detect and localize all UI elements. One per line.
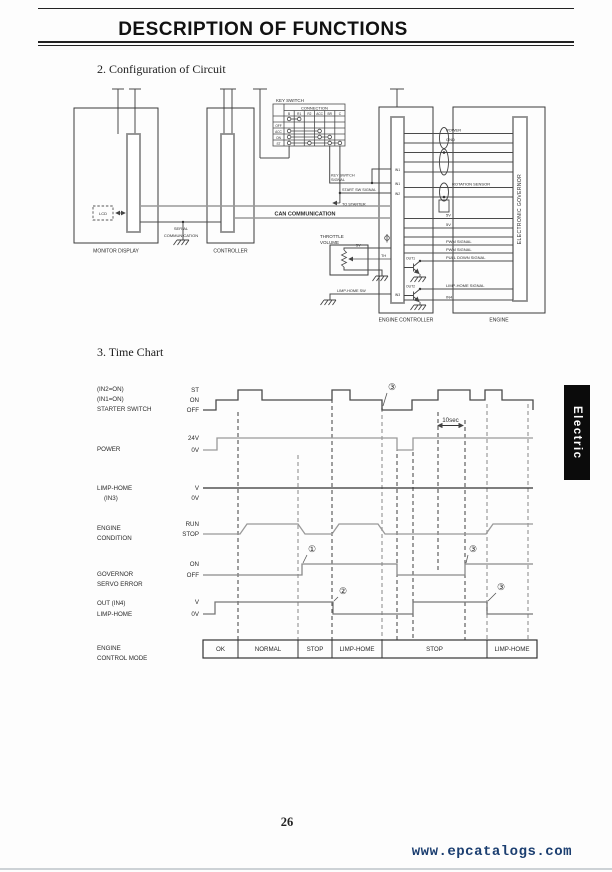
controller-supply-lines <box>220 89 236 134</box>
level-label-power: 24V <box>187 435 199 442</box>
row-label-out-in4-limp-home: LIMP-HOME <box>97 611 133 618</box>
key-switch-signal-label-1: KEY SWITCH <box>331 173 355 178</box>
waveform-governor-servo-error <box>203 564 533 575</box>
level-label-power: 0V <box>191 447 199 454</box>
monitor-supply-lines <box>112 89 141 134</box>
row-label-engine-control-mode: ENGINE <box>97 645 121 652</box>
key-switch-title: KEY SWITCH <box>276 98 304 103</box>
pin-in1-top: IN1 <box>394 167 401 172</box>
out2-transistor-icon <box>404 288 421 305</box>
connection-header: CONNECTION <box>301 105 328 111</box>
engine-controller-connector-bar <box>391 117 404 303</box>
engine-label: ENGINE <box>489 317 509 324</box>
connector-bolt-icon <box>385 234 390 243</box>
page-title: DESCRIPTION OF FUNCTIONS <box>118 19 408 40</box>
row-off: OFF <box>275 123 282 128</box>
row-label-starter-switch: STARTER SWITCH <box>97 406 152 413</box>
junction-dot <box>443 151 446 154</box>
row-st: ST <box>276 141 281 146</box>
level-label-out-in4-limp-home: 0V <box>191 611 199 618</box>
level-label-governor-servo-error: ON <box>189 561 199 568</box>
lcd-label: LCD <box>98 211 108 216</box>
pin-out2: OUT2 <box>406 284 416 289</box>
watermark-link[interactable]: www.epcatalogs.com <box>411 844 572 860</box>
serial-label-1: SERIAL <box>173 226 189 231</box>
annotation-number: ③ <box>496 582 506 592</box>
signal-in4: IN4 <box>446 294 453 300</box>
key-switch-table <box>273 98 345 146</box>
row-label-power: POWER <box>97 446 121 453</box>
col-r2: R2 <box>307 111 312 116</box>
out2-ground-icon <box>411 305 427 310</box>
junction-dot <box>339 192 341 194</box>
annotation-number: ③ <box>468 544 478 554</box>
annotation-leader <box>488 593 496 601</box>
limp-home-sw-label: LIMP-HOME SW <box>337 289 366 293</box>
time-chart <box>97 382 537 662</box>
row-label-starter-switch: (IN2=ON) <box>97 386 124 393</box>
annotation-number: ③ <box>387 382 397 392</box>
pin-in2: IN2 <box>394 191 401 196</box>
annotation-number: ① <box>307 544 317 554</box>
mode-label: LIMP-HOME <box>339 646 375 654</box>
mode-label: STOP <box>306 646 324 654</box>
level-label-limp-home-in3: 0V <box>191 495 199 502</box>
monitor-display-box <box>74 108 158 243</box>
mode-label: STOP <box>426 646 443 654</box>
level-label-starter-switch: OFF <box>186 407 199 414</box>
waveform-out-in4-limp-home <box>203 602 533 614</box>
waveform-engine-condition <box>203 524 533 534</box>
row-label-engine-control-mode: CONTROL MODE <box>97 655 148 662</box>
waveform-power <box>203 438 533 450</box>
start-sw-signal-label: START SW SIGNAL <box>342 188 377 192</box>
level-label-starter-switch: ON <box>189 397 199 404</box>
row-label-engine-condition: ENGINE <box>97 525 121 532</box>
annotation-number: ② <box>338 586 348 596</box>
serial-ground-icon <box>174 240 190 245</box>
level-label-governor-servo-error: OFF <box>186 572 199 579</box>
col-b: B <box>288 111 291 116</box>
row-acc: ACC <box>275 129 282 134</box>
waveform-starter-switch <box>203 390 533 410</box>
junction-dot <box>182 221 184 223</box>
pin-out1: OUT1 <box>406 256 416 261</box>
level-label-engine-condition: RUN <box>185 521 199 528</box>
signal-pwm-b: PWM SIGNAL <box>446 247 472 252</box>
row-label-limp-home-in3: (IN3) <box>104 495 118 502</box>
annotation-leader <box>466 555 468 563</box>
bottom-edge-rule <box>0 868 612 870</box>
time-chart-section-heading: 3. Time Chart <box>97 345 164 359</box>
throttle-th-label: TH <box>381 254 387 258</box>
level-label-starter-switch: ST <box>191 387 199 394</box>
col-r1: R1 <box>297 111 302 116</box>
circuit-section-heading: 2. Configuration of Circuit <box>97 62 226 76</box>
level-label-out-in4-limp-home: V <box>194 599 199 606</box>
row-label-limp-home-in3: LIMP-HOME <box>97 485 133 492</box>
col-acc: ACC <box>316 111 323 116</box>
junction-dot <box>443 196 446 199</box>
interval-label: 10sec <box>442 417 459 424</box>
mode-label: LIMP-HOME <box>494 646 530 654</box>
circuit-diagram <box>74 89 545 324</box>
annotation-leader <box>334 597 338 601</box>
signal-rotation-sensor: ROTATION SENSOR <box>452 181 491 187</box>
signal-pwm-a: PWM SIGNAL <box>446 239 472 244</box>
pin-in1: IN1 <box>394 181 401 186</box>
pin-in3: IN3 <box>394 292 401 297</box>
throttle-label-2: VOLUME <box>320 240 340 245</box>
row-label-engine-condition: CONDITION <box>97 535 132 542</box>
level-label-limp-home-in3: V <box>194 485 199 492</box>
signal-5v-b: 5V <box>446 222 451 227</box>
engine-controller-supply-line <box>390 89 404 107</box>
junction-dot <box>371 182 373 184</box>
signal-pull-down: PULL DOWN SIGNAL <box>446 255 486 260</box>
potentiometer-icon <box>342 250 347 267</box>
out1-transistor-icon <box>404 260 421 277</box>
row-label-governor-servo-error: GOVERNOR <box>97 571 134 578</box>
col-br: BR <box>327 111 332 116</box>
annotation-leader <box>383 393 387 406</box>
can-label: CAN COMMUNICATION <box>274 211 336 218</box>
limp-home-ground-icon <box>321 300 337 305</box>
to-starter-label: TO STARTER <box>342 202 366 207</box>
can-bus-wires <box>140 206 391 218</box>
col-c: C <box>338 111 342 116</box>
controller-connector-bar <box>221 134 234 232</box>
row-label-out-in4-limp-home: OUT (IN4) <box>97 600 126 607</box>
signal-power: POWER <box>446 127 462 133</box>
limp-home-sw-wire <box>330 294 391 300</box>
electronic-governor-label: ELECTRONIC GOVERNOR <box>517 173 523 245</box>
row-on: ON <box>276 135 281 140</box>
serial-label-2: COMMUNICATION <box>163 233 199 238</box>
electric-side-tab-label: Electric <box>571 405 583 460</box>
level-label-engine-condition: STOP <box>182 531 199 538</box>
throttle-label-1: THROTTLE <box>320 234 344 239</box>
controller-label: CONTROLLER <box>213 248 248 255</box>
monitor-connector-bar <box>127 134 140 232</box>
signal-5v-a: 5V <box>446 212 451 218</box>
engine-controller-box <box>379 107 433 313</box>
row-label-starter-switch: (IN1=ON) <box>97 396 124 403</box>
row-label-governor-servo-error: SERVO ERROR <box>97 581 143 588</box>
annotation-leader <box>303 555 307 563</box>
page-number: 26 <box>280 815 294 829</box>
monitor-display-label: MONITOR DISPLAY <box>93 248 139 255</box>
out1-ground-icon <box>411 277 427 282</box>
throttle-volume <box>320 234 391 281</box>
engine-controller-label: ENGINE CONTROLLER <box>378 317 434 324</box>
electric-side-tab[interactable] <box>564 385 590 480</box>
signal-gnd: GND <box>446 137 455 142</box>
throttle-ground-icon <box>373 276 389 281</box>
key-switch-signal-label-2: SIGNAL <box>331 178 345 182</box>
throttle-5v-label: 5V <box>356 243 361 248</box>
signal-limp-home: LIMP-HOME SIGNAL <box>446 283 485 288</box>
mode-label: NORMAL <box>254 646 282 654</box>
mode-label: OK <box>216 646 225 654</box>
